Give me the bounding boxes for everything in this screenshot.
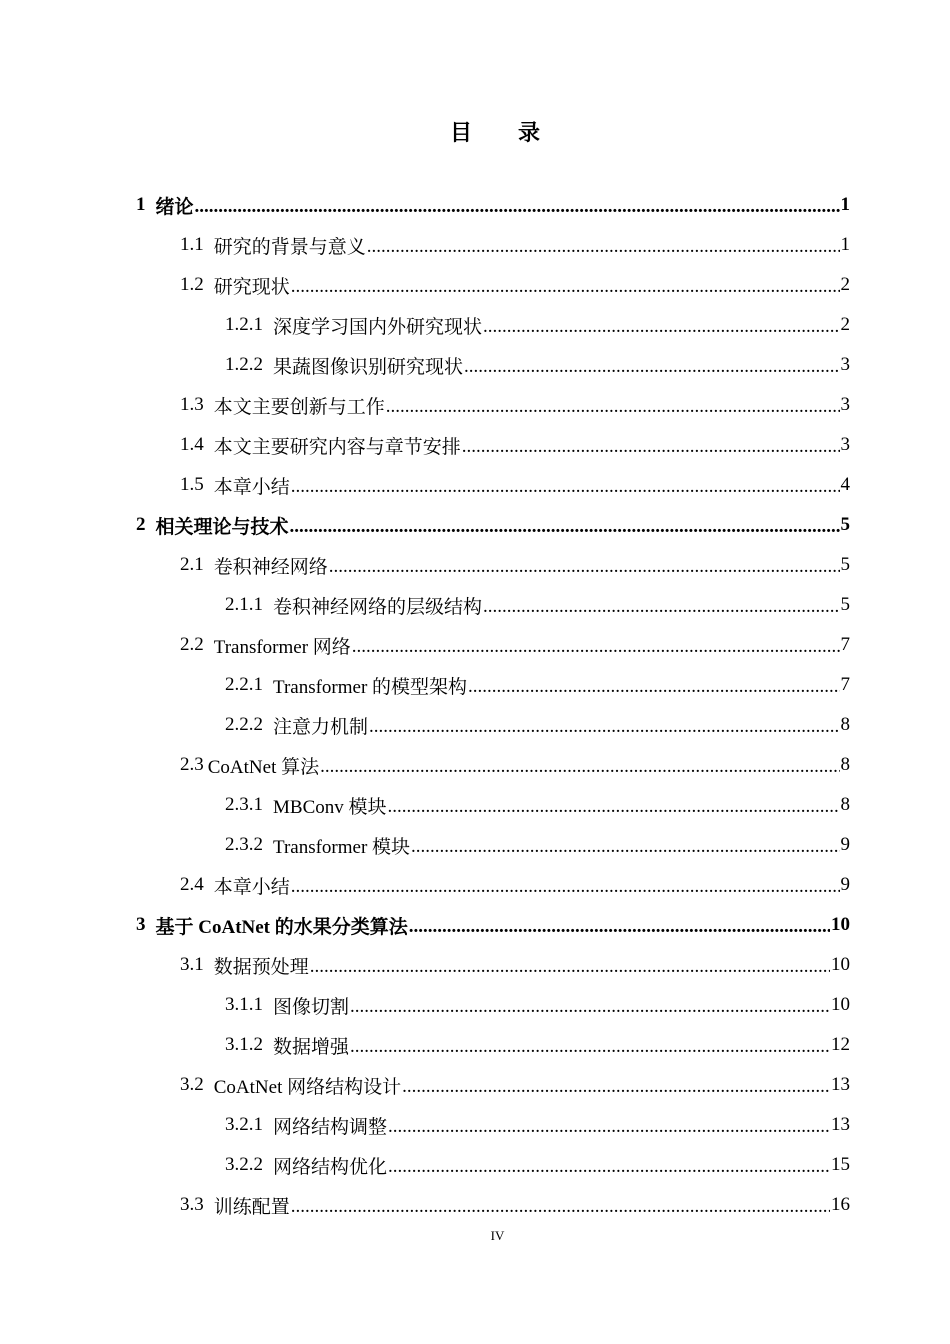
toc-entry-number: 3.2.2 <box>225 1154 263 1175</box>
toc-entry-page: 10 <box>831 954 850 975</box>
toc-entry-page: 3 <box>840 354 850 375</box>
toc-entry[interactable] <box>225 665 850 705</box>
toc-entry-number: 1.2.1 <box>225 314 263 335</box>
toc-entry-title: 数据预处理 <box>213 956 309 978</box>
toc-entry-number: 1.2 <box>180 274 204 295</box>
toc-entry-page: 5 <box>840 514 850 535</box>
toc-dot-leader <box>310 957 830 985</box>
toc-entry-number: 2.1.1 <box>225 594 263 615</box>
toc-entry-page: 7 <box>840 674 850 695</box>
toc-entry-page: 10 <box>831 994 850 1015</box>
toc-entry-number: 3 <box>136 914 146 935</box>
toc-entry-number: 1.5 <box>180 474 204 495</box>
page-title-first-char: 目 <box>449 120 472 145</box>
toc-entry-number: 2.3 <box>180 754 204 775</box>
toc-entry-number: 2.3.1 <box>225 794 263 815</box>
toc-entry[interactable] <box>180 425 850 465</box>
toc-entry-number: 1.3 <box>180 394 204 415</box>
toc-entry-page: 3 <box>840 434 850 455</box>
toc-entry-page: 2 <box>840 314 850 335</box>
toc-entry-page: 5 <box>840 554 850 575</box>
toc-dot-leader <box>411 837 839 865</box>
toc-entry-number: 1 <box>136 194 146 215</box>
toc-entry-page: 9 <box>840 874 850 895</box>
toc-entry-number: 2.2.1 <box>225 674 263 695</box>
toc-dot-leader <box>369 717 839 745</box>
toc-dot-leader <box>320 757 839 785</box>
toc-entry-page: 12 <box>831 1034 850 1055</box>
toc-entry[interactable] <box>180 545 850 585</box>
toc-entry[interactable] <box>180 865 850 905</box>
page-number: IV <box>490 1228 505 1243</box>
toc-entry-number: 1.4 <box>180 434 204 455</box>
toc-entry[interactable] <box>225 305 850 345</box>
toc-entry-title: Transformer 模块 <box>273 836 411 858</box>
toc-entry-page: 8 <box>840 754 850 775</box>
toc-dot-leader <box>483 317 839 345</box>
toc-dot-leader <box>352 637 840 665</box>
toc-dot-leader <box>291 277 840 305</box>
toc-entry-page: 15 <box>831 1154 850 1175</box>
toc-entry[interactable] <box>180 225 850 265</box>
toc-dot-leader <box>291 1197 830 1225</box>
toc-entry-title: 图像切割 <box>273 996 350 1018</box>
toc-entry-number: 3.2.1 <box>225 1114 263 1135</box>
toc-entry[interactable] <box>180 1065 850 1105</box>
toc-entry-title: 研究的背景与意义 <box>213 236 366 258</box>
toc-entry[interactable] <box>180 385 850 425</box>
toc-entry[interactable] <box>225 785 850 825</box>
toc-entry-title: 本章小结 <box>213 476 290 498</box>
toc-entry[interactable] <box>180 945 850 985</box>
toc-entry[interactable] <box>225 585 850 625</box>
toc-entry-page: 13 <box>831 1114 850 1135</box>
toc-dot-leader <box>291 877 840 905</box>
toc-entry[interactable] <box>136 905 850 945</box>
toc-dot-leader <box>291 477 840 505</box>
toc-entry-title: 数据增强 <box>273 1036 350 1058</box>
toc-entry-number: 3.3 <box>180 1194 204 1215</box>
toc-entry-number: 2.4 <box>180 874 204 895</box>
toc-entry[interactable] <box>180 1185 850 1225</box>
toc-entry-title: 网络结构优化 <box>273 1156 388 1178</box>
toc-entry-title: 果蔬图像识别研究现状 <box>273 356 464 378</box>
toc-entry-title: 研究现状 <box>213 276 290 298</box>
toc-entry[interactable] <box>225 985 850 1025</box>
toc-entry-title: 基于 CoAtNet 的水果分类算法 <box>155 916 408 938</box>
toc-entry-number: 3.1.2 <box>225 1034 263 1055</box>
toc-entry-page: 10 <box>831 914 850 935</box>
toc-entry-number: 2.2 <box>180 634 204 655</box>
toc-entry-number: 3.1.1 <box>225 994 263 1015</box>
toc-entry-title: Transformer 的模型架构 <box>273 676 468 698</box>
toc-entry-title: 相关理论与技术 <box>155 516 289 538</box>
page-title-second-char: 录 <box>518 120 541 145</box>
toc-entry-page: 8 <box>840 794 850 815</box>
toc-entry-title: 深度学习国内外研究现状 <box>273 316 483 338</box>
toc-entry-page: 9 <box>840 834 850 855</box>
toc-entry[interactable] <box>180 625 850 665</box>
toc-dot-leader <box>409 917 830 945</box>
toc-entry-number: 2.1 <box>180 554 204 575</box>
toc-entry-title: 绪论 <box>155 196 194 218</box>
toc-dot-leader <box>462 437 840 465</box>
toc-entry-number: 2 <box>136 514 146 535</box>
toc-entry[interactable] <box>180 265 850 305</box>
toc-entry[interactable] <box>180 465 850 505</box>
toc-entry[interactable] <box>225 345 850 385</box>
toc-entry-page: 16 <box>831 1194 850 1215</box>
toc-entry-title: 注意力机制 <box>273 716 369 738</box>
toc-dot-leader <box>386 397 840 425</box>
toc-entry[interactable] <box>225 705 850 745</box>
toc-dot-leader <box>388 1117 830 1145</box>
toc-entry-page: 3 <box>840 394 850 415</box>
toc-entry-title: 本章小结 <box>213 876 290 898</box>
toc-dot-leader <box>468 677 839 705</box>
toc-dot-leader <box>290 517 840 545</box>
toc-entry[interactable] <box>136 185 850 225</box>
toc-entry-number: 3.1 <box>180 954 204 975</box>
toc-entry-page: 1 <box>840 194 850 215</box>
toc-entry[interactable] <box>180 745 850 785</box>
toc-entry-title: 网络结构调整 <box>273 1116 388 1138</box>
page-title <box>0 116 950 147</box>
toc-entry-page: 8 <box>840 714 850 735</box>
toc-entry-number: 2.2.2 <box>225 714 263 735</box>
toc-entry-page: 5 <box>840 594 850 615</box>
toc-dot-leader <box>483 597 839 625</box>
toc-entry-page: 7 <box>840 634 850 655</box>
toc-entry-number: 1.1 <box>180 234 204 255</box>
toc-entry-title: CoAtNet 网络结构设计 <box>213 1076 402 1098</box>
toc-entry-title: CoAtNet 算法 <box>207 756 320 778</box>
toc-entry-page: 2 <box>840 274 850 295</box>
toc-dot-leader <box>195 197 840 225</box>
toc-dot-leader <box>350 997 830 1025</box>
toc-entry-title: Transformer 网络 <box>213 636 351 658</box>
toc-dot-leader <box>464 357 839 385</box>
toc-entry[interactable] <box>225 1145 850 1185</box>
toc-entry-title: 本文主要创新与工作 <box>213 396 385 418</box>
toc-dot-leader <box>388 1157 830 1185</box>
toc-entry-title: MBConv 模块 <box>273 796 387 818</box>
toc-entry-title: 卷积神经网络的层级结构 <box>273 596 483 618</box>
toc-entry[interactable] <box>225 825 850 865</box>
toc-entry[interactable] <box>225 1105 850 1145</box>
toc-entry-page: 4 <box>840 474 850 495</box>
toc-dot-leader <box>350 1037 830 1065</box>
toc-entry-number: 2.3.2 <box>225 834 263 855</box>
toc-entry-number: 1.2.2 <box>225 354 263 375</box>
toc-entry[interactable] <box>136 505 850 545</box>
toc-entry-page: 1 <box>840 234 850 255</box>
toc-entry-title: 训练配置 <box>213 1196 290 1218</box>
toc-entry-page: 13 <box>831 1074 850 1095</box>
toc-dot-leader <box>329 557 840 585</box>
toc-dot-leader <box>388 797 840 825</box>
toc-entry-title: 本文主要研究内容与章节安排 <box>213 436 461 458</box>
toc-entry-number: 3.2 <box>180 1074 204 1095</box>
toc-dot-leader <box>367 237 840 265</box>
toc-entry-title: 卷积神经网络 <box>213 556 328 578</box>
toc-entry[interactable] <box>225 1025 850 1065</box>
toc-dot-leader <box>402 1077 830 1105</box>
